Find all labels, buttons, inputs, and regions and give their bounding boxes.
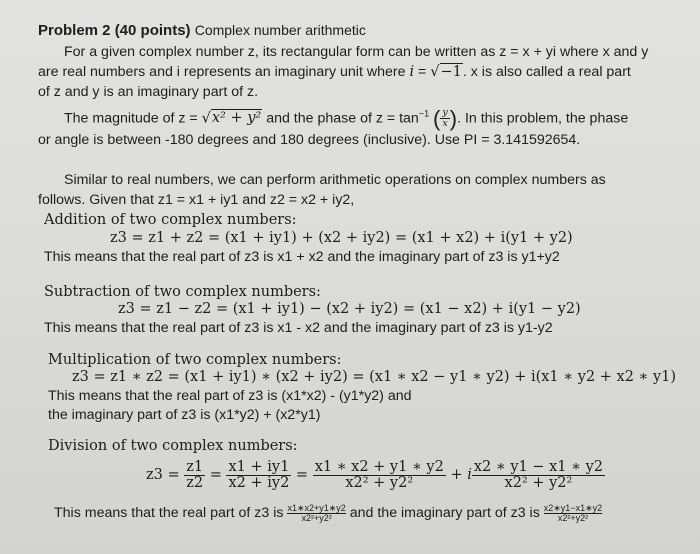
division-fraction-2 (226, 460, 291, 491)
fraction-denominator: x2²+y2² (301, 512, 332, 523)
inverse-superscript: −1 (418, 108, 430, 119)
fraction-denominator: z2 (186, 474, 204, 491)
magnitude-sqrt-argument: x² + y² (211, 110, 262, 127)
problem-title: Problem 2 (40 points) (38, 22, 191, 39)
fraction-numerator: x1 + iy1 (228, 458, 290, 475)
subtraction-meaning: This means that the real part of z3 is x1 - x2 and the imaginary part of z3 is y1-y2 (44, 320, 553, 336)
problem-subtitle: Complex number arithmetic (194, 22, 366, 38)
phase-fraction-denominator: x (442, 118, 448, 129)
magnitude-line (64, 108, 628, 129)
phase-text: and the phase of z = tan (262, 110, 419, 127)
fraction-denominator: x2² + y2² (345, 474, 414, 491)
phase-fraction (440, 108, 449, 129)
intro-line-2-text: are real numbers and i represents an imaginary unit where (38, 64, 406, 80)
multiplication-heading: Multiplication of two complex numbers: (48, 352, 342, 368)
fraction-denominator: x2²+y2² (557, 512, 589, 523)
magnitude-text: The magnitude of z = (64, 110, 202, 127)
subtraction-equation: z3 = z1 − z2 = (x1 + iy1) − (x2 + iy2) = (x1 − x2) + i(y1 − y2) (118, 301, 581, 317)
phase-text-tail: . In this problem, the phase (457, 110, 629, 127)
fraction-numerator: x2∗y1−x1∗y2 (543, 502, 603, 513)
phase-fraction-numerator: y (442, 107, 448, 118)
problem-heading (38, 22, 366, 39)
equals-sign: = (414, 64, 431, 80)
division-meaning-text: This means that the real part of z3 is (54, 505, 284, 521)
sqrt-argument: −1 (440, 64, 462, 80)
intro-line-2-tail: . x is also called a real part (462, 64, 631, 80)
imaginary-part-fraction (544, 504, 602, 523)
right-paren: ) (449, 106, 458, 131)
similar-line-2: follows. Given that z1 = x1 + iy1 and z2 = x2 + iy2, (38, 192, 355, 208)
left-paren: ( (433, 106, 441, 131)
fraction-numerator: x2 ∗ y1 − x1 ∗ y2 (473, 458, 604, 475)
division-meaning-text-2: and the imaginary part of z3 is (349, 505, 540, 521)
multiplication-meaning-1: This means that the real part of z3 is (x1*x2) - (y1*y2) and (48, 388, 412, 404)
fraction-denominator: x2 + iy2 (228, 474, 290, 491)
subtraction-heading: Subtraction of two complex numbers: (44, 284, 321, 300)
addition-heading: Addition of two complex numbers: (44, 212, 297, 228)
intro-line-5: or angle is between -180 degrees and 180 degrees (inclusive). Use PI = 3.141592654. (38, 132, 581, 148)
division-equation (146, 456, 605, 494)
sqrt-symbol: √ (201, 110, 211, 127)
equals-sign: = (291, 467, 313, 483)
real-part-fraction (287, 504, 345, 523)
division-fraction-4 (472, 460, 605, 491)
similar-line-1: Similar to real numbers, we can perform arithmetic operations on complex numbers as (64, 172, 606, 188)
fraction-numerator: z1 (186, 458, 204, 475)
sqrt-symbol: √ (430, 64, 440, 80)
multiplication-equation: z3 = z1 ∗ z2 = (x1 + iy1) ∗ (x2 + iy2) = (x1 ∗ x2 − y1 ∗ y2) + i(x1 ∗ y2 + x2 ∗ y1) (72, 369, 677, 385)
addition-meaning: This means that the real part of z3 is x1 + x2 and the imaginary part of z3 is y1+y2 (44, 249, 560, 265)
division-lhs: z3 = (146, 467, 185, 483)
division-meaning (54, 499, 602, 527)
fraction-numerator: x1 ∗ x2 + y1 ∗ y2 (314, 458, 444, 475)
imaginary-unit-symbol: i (409, 64, 415, 80)
division-heading: Division of two complex numbers: (48, 438, 298, 454)
intro-line-3: of z and y is an imaginary part of z. (38, 84, 259, 100)
fraction-denominator: x2² + y2² (504, 474, 573, 491)
intro-line-2 (38, 64, 631, 81)
plus-i: + i (445, 467, 472, 483)
fraction-numerator: x1∗x2+y1∗y2 (287, 502, 346, 513)
intro-line-1: For a given complex number z, its rectangular form can be written as z = x + yi where x and y (64, 44, 649, 60)
division-fraction-3 (313, 460, 446, 491)
multiplication-meaning-2: the imaginary part of z3 is (x1*y2) + (x2*y1) (48, 407, 321, 423)
addition-equation: z3 = z1 + z2 = (x1 + iy1) + (x2 + iy2) = (x1 + x2) + i(y1 + y2) (110, 230, 573, 246)
division-fraction-1 (184, 460, 205, 491)
equals-sign: = (205, 467, 227, 483)
